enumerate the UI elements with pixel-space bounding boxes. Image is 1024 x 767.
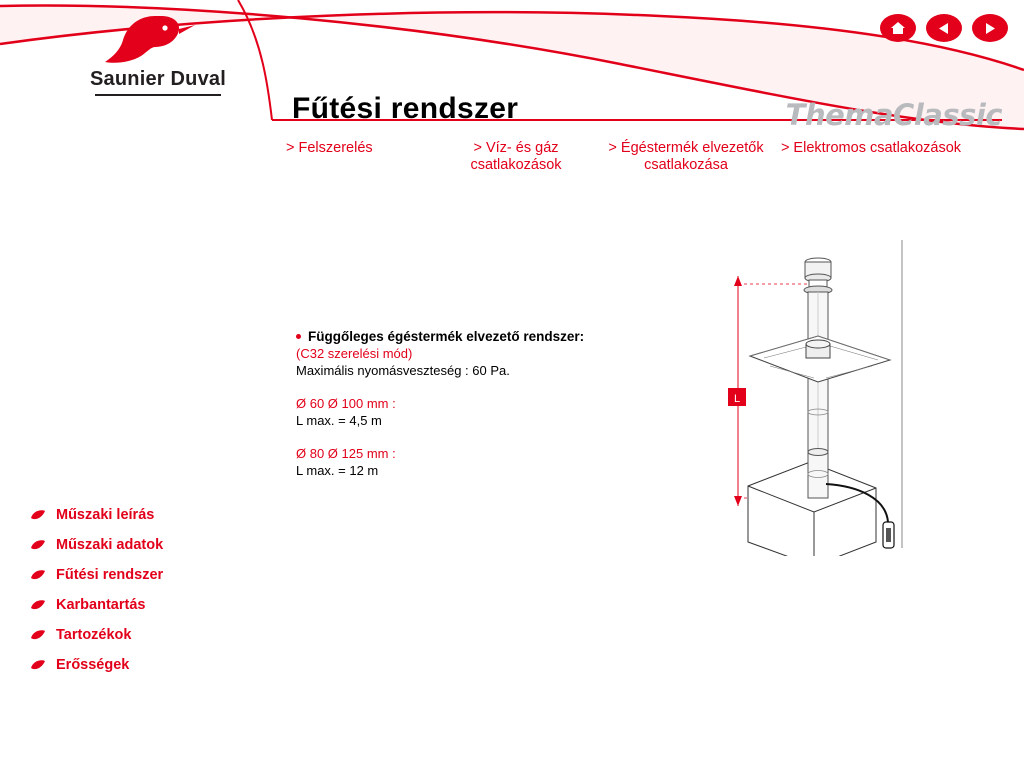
- spacer: [296, 429, 626, 445]
- subnav-item-viz-es-gaz[interactable]: > Víz- és gáz csatlakozások: [470, 140, 562, 173]
- spacer: [296, 379, 626, 395]
- page-title: Fűtési rendszer: [292, 92, 519, 125]
- vertical-flue-diagram: [690, 236, 920, 556]
- sidebar-item-muszaki-leiras[interactable]: [30, 500, 270, 530]
- spec-1-value: L max. = 4,5 m: [296, 413, 382, 428]
- subnav-item-elektromos[interactable]: > Elektromos csatlakozások: [780, 140, 962, 156]
- next-button[interactable]: [972, 14, 1008, 42]
- leaf-bullet-icon: [30, 509, 46, 521]
- logo-wordmark: Saunier Duval: [90, 68, 226, 90]
- product-brand-name: ThemaClassic: [785, 98, 1002, 132]
- subnav-item-egestermek[interactable]: > Égéstermék elvezetők csatlakozása: [608, 140, 764, 173]
- subnav: [286, 140, 1002, 174]
- content-heading: Függőleges égéstermék elvezető rendszer:: [296, 328, 626, 345]
- sidebar-item-futesi-rendszer[interactable]: [30, 560, 270, 590]
- navigation-buttons: [880, 14, 1008, 42]
- sidebar-item-label: Tartozékok: [56, 627, 132, 643]
- brand-logo: [68, 14, 248, 96]
- sidebar-item-muszaki-adatok[interactable]: [30, 530, 270, 560]
- sidebar-menu: [30, 500, 270, 680]
- leaf-bullet-icon: [30, 599, 46, 611]
- sidebar-item-tartozekok[interactable]: [30, 620, 270, 650]
- sidebar-item-erossegek[interactable]: [30, 650, 270, 680]
- sidebar-item-label: Műszaki leírás: [56, 507, 155, 523]
- sidebar-item-label: Műszaki adatok: [56, 537, 164, 553]
- content-text-block: [296, 328, 626, 479]
- triangle-left-icon: [938, 22, 950, 35]
- bird-logo-icon: [68, 14, 248, 66]
- spec-2-title: Ø 80 Ø 125 mm :: [296, 446, 396, 461]
- leaf-bullet-icon: [30, 629, 46, 641]
- home-button[interactable]: [880, 14, 916, 42]
- content-pressure: Maximális nyomásveszteség : 60 Pa.: [296, 363, 510, 378]
- leaf-bullet-icon: [30, 659, 46, 671]
- previous-button[interactable]: [926, 14, 962, 42]
- spec-2-value: L max. = 12 m: [296, 463, 379, 478]
- sidebar-item-karbantartas[interactable]: [30, 590, 270, 620]
- svg-text:L: L: [734, 393, 741, 405]
- content-mode: (C32 szerelési mód): [296, 346, 413, 361]
- triangle-right-icon: [984, 22, 996, 35]
- spec-1-title: Ø 60 Ø 100 mm :: [296, 396, 396, 411]
- leaf-bullet-icon: [30, 539, 46, 551]
- logo-underline: [95, 94, 221, 96]
- sidebar-item-label: Karbantartás: [56, 597, 146, 613]
- home-icon: [890, 21, 906, 35]
- subnav-item-felszereles[interactable]: > Felszerelés: [286, 140, 373, 156]
- sidebar-item-label: Fűtési rendszer: [56, 567, 164, 583]
- sidebar-item-label: Erősségek: [56, 657, 130, 673]
- leaf-bullet-icon: [30, 569, 46, 581]
